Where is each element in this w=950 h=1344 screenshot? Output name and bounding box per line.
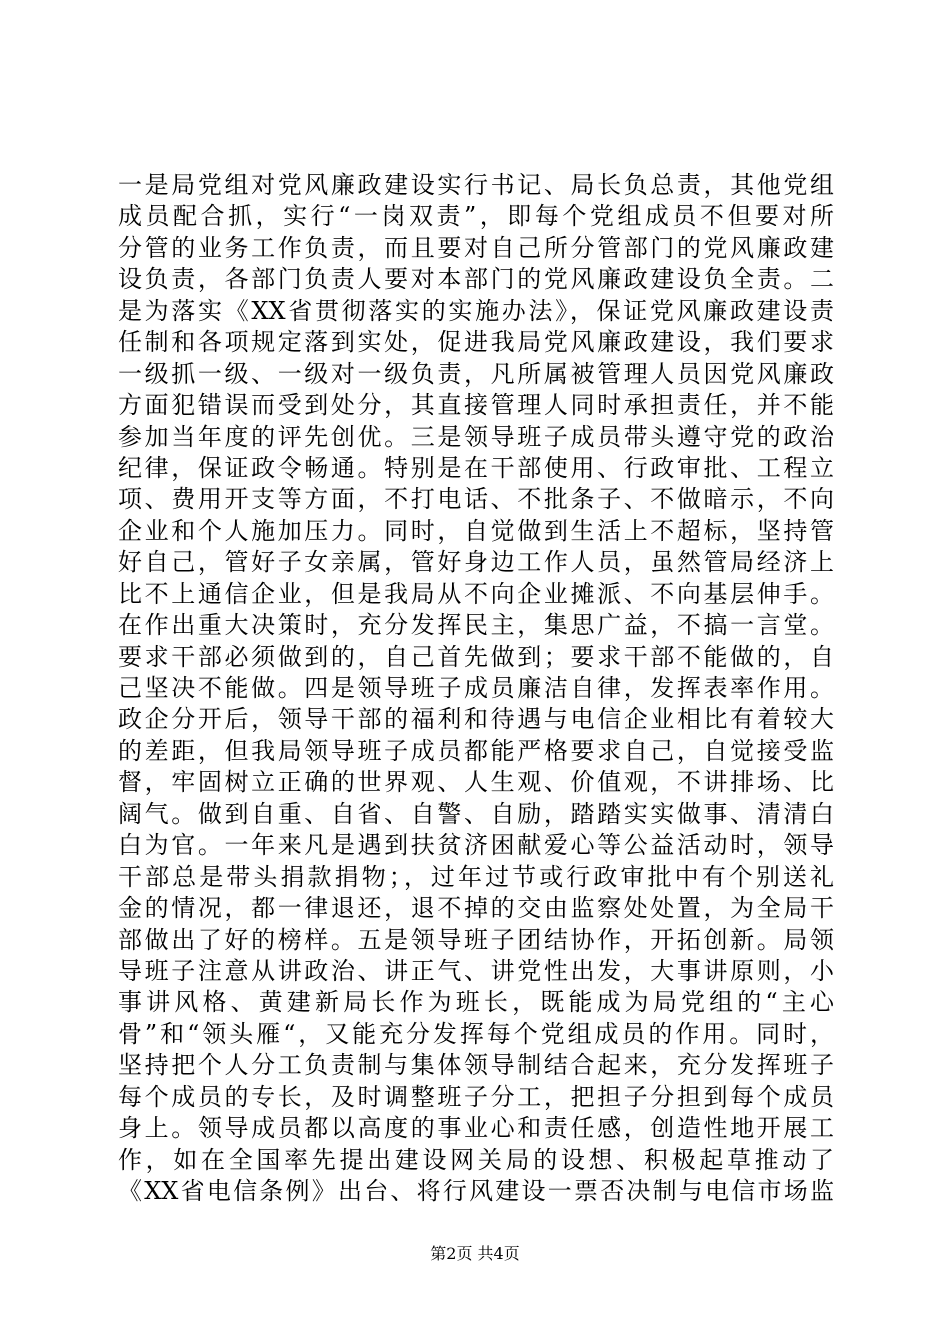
text-line: 在作出重大决策时，充分发挥民主，集思广益，不搞一言堂。	[118, 611, 834, 640]
text-line: 坚持把个人分工负责制与集体领导制结合起来，充分发挥班子	[118, 1051, 834, 1080]
text-line: 阔气。做到自重、自省、自警、自励，踏踏实实做事、清清白	[118, 799, 834, 828]
text-line: 骨”和“领头雁“，又能充分发挥每个党组成员的作用。同时，	[118, 1019, 834, 1048]
text-line: 纪律，保证政令畅通。特别是在干部使用、行政审批、工程立	[118, 453, 834, 482]
text-line: 任制和各项规定落到实处，促进我局党风廉政建设，我们要求	[118, 328, 834, 357]
text-line: 成员配合抓，实行“一岗双责”，即每个党组成员不但要对所	[118, 202, 834, 231]
text-line: 作，如在全国率先提出建设网关局的设想、积极起草推动了	[118, 1145, 834, 1174]
text-line: 好自己，管好子女亲属，管好身边工作人员，虽然管局经济上	[118, 548, 834, 577]
text-line: 参加当年度的评先创优。三是领导班子成员带头遵守党的政治	[118, 422, 834, 451]
text-line: 督，牢固树立正确的世界观、人生观、价值观，不讲排场、比	[118, 768, 834, 797]
text-line: 一级抓一级、一级对一级负责，凡所属被管理人员因党风廉政	[118, 359, 834, 388]
text-line: 干部总是带头捐款捐物；，过年过节或行政审批中有个别送礼	[118, 862, 834, 891]
text-line: 一是局党组对党风廉政建设实行书记、局长负总责，其他党组	[118, 171, 834, 199]
text-line: 是为落实《XX省贯彻落实的实施办法》，保证党风廉政建设责	[118, 296, 834, 325]
text-line: 设负责，各部门负责人要对本部门的党风廉政建设负全责。二	[118, 265, 834, 294]
text-line: 每个成员的专长，及时调整班子分工，把担子分担到每个成员	[118, 1082, 834, 1111]
text-line: 己坚决不能做。四是领导班子成员廉洁自律，发挥表率作用。	[118, 674, 834, 702]
body-text	[118, 170, 834, 1207]
text-line: 事讲风格、黄建新局长作为班长，既能成为局党组的“主心	[118, 988, 834, 1017]
text-line: 政企分开后，领导干部的福利和待遇与电信企业相比有着较大	[118, 705, 834, 734]
text-line: 白为官。一年来凡是遇到扶贫济困献爱心等公益活动时，领导	[118, 831, 834, 860]
text-line: 部做出了好的榜样。五是领导班子团结协作，开拓创新。局领	[118, 925, 834, 954]
page-footer: 第2页 共4页	[430, 1244, 520, 1263]
text-line: 项、费用开支等方面，不打电话、不批条子、不做暗示，不向	[118, 485, 834, 514]
text-line: 企业和个人施加压力。同时，自觉做到生活上不超标，坚持管	[118, 516, 834, 545]
text-line: 的差距，但我局领导班子成员都能严格要求自己，自觉接受监	[118, 736, 834, 765]
text-line: 金的情况，都一律退还，退不掉的交由监察处处置，为全局干	[118, 894, 834, 923]
text-line: 要求干部必须做到的，自己首先做到；要求干部不能做的，自	[118, 642, 834, 671]
text-line: 方面犯错误而受到处分，其直接管理人同时承担责任，并不能	[118, 391, 834, 420]
text-line: 身上。领导成员都以高度的事业心和责任感，创造性地开展工	[118, 1114, 834, 1143]
text-line: 比不上通信企业，但是我局从不向企业摊派、不向基层伸手。	[118, 579, 834, 608]
text-line: 导班子注意从讲政治、讲正气、讲党性出发，大事讲原则，小	[118, 956, 834, 985]
text-line: 分管的业务工作负责，而且要对自己所分管部门的党风廉政建	[118, 233, 834, 262]
text-line: 《XX省电信条例》出台、将行风建设一票否决制与电信市场监	[118, 1177, 834, 1205]
